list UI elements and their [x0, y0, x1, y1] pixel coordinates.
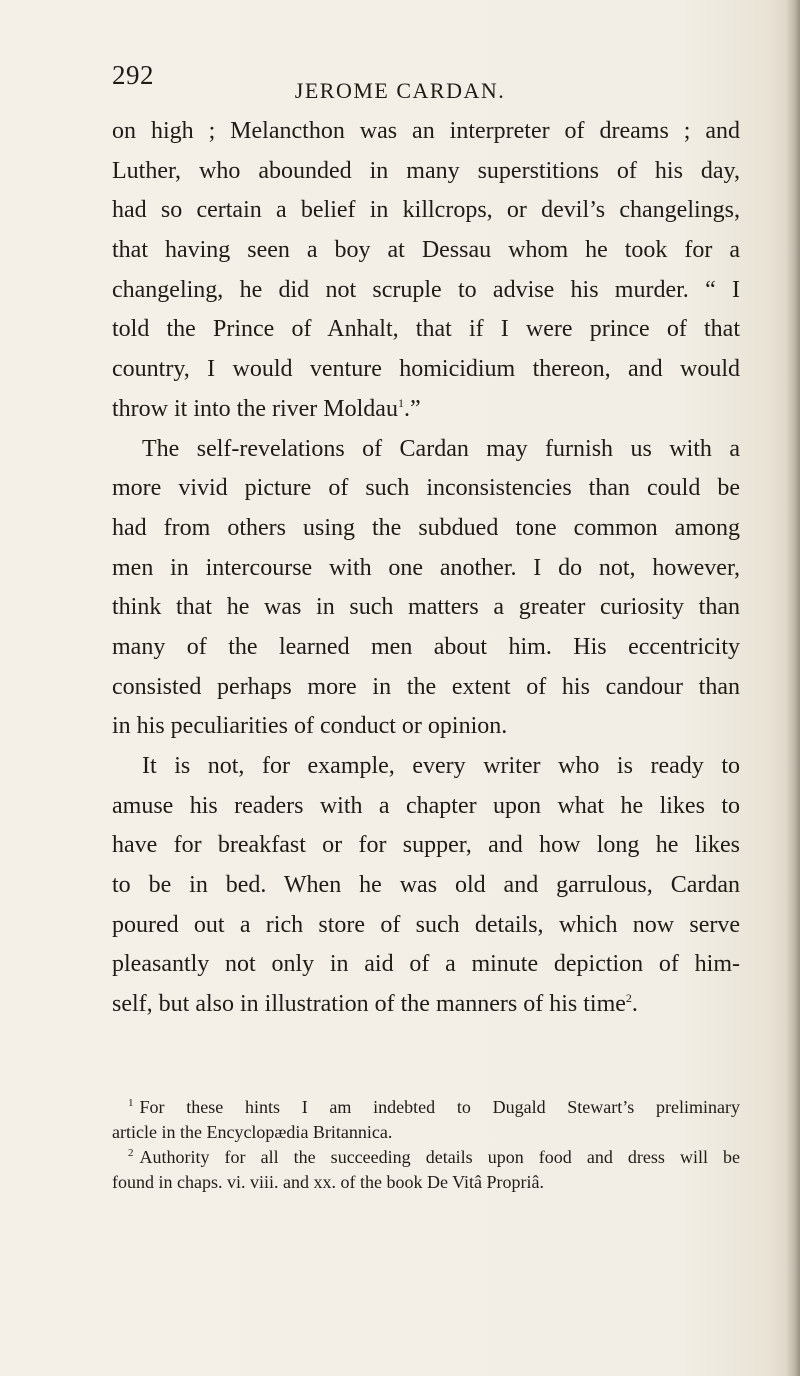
text-line: more vivid picture of such inconsistencies than could be	[112, 475, 740, 502]
quote-close: .”	[403, 395, 421, 422]
text-line: It is not, for example, every writer who is ready to	[142, 753, 740, 779]
text-line: on high ; Melancthon was an interpreter of dreams ; and	[112, 118, 740, 144]
page-number: 292	[112, 60, 154, 90]
text-line: to be in bed. When he was old and garrulous, Cardan	[112, 872, 740, 899]
text-line: changeling, he did not scruple to advise his murder. “ I	[112, 276, 740, 303]
text-line: told the Prince of Anhalt, that if I were prince of that	[112, 316, 740, 343]
period: .	[631, 991, 638, 1018]
footnote-text: Authority for all the succeeding details upon food and dress will be	[139, 1147, 740, 1167]
text-line: consisted perhaps more in the extent of his candour than	[112, 673, 740, 700]
footnote-ref-1[interactable]: 1	[397, 395, 404, 410]
footnotes	[112, 1095, 740, 1195]
footnote-ref-2[interactable]: 2	[625, 991, 632, 1006]
text-line: have for breakfast or for supper, and how long he likes	[112, 832, 740, 859]
text-line	[112, 390, 740, 430]
text-line: poured out a rich store of such details, which now serve	[112, 911, 740, 938]
footnote-1-cont: article in the Encyclopædia Britannica.	[112, 1122, 393, 1142]
text-line: in his peculiarities of conduct or opinion.	[112, 713, 508, 740]
text-line: country, I would venture homicidium thereon, and would	[112, 356, 740, 383]
text-line: amuse his readers with a chapter upon what he likes to	[112, 792, 740, 819]
text-line: pleasantly not only in aid of a minute depiction of him-	[112, 951, 740, 978]
footnote-2	[112, 1145, 740, 1170]
footnote-1	[112, 1095, 740, 1120]
text-line: that having seen a boy at Dessau whom he took for a	[112, 237, 740, 264]
text-line-content: self, but also in illustration of the manners of his time	[112, 991, 626, 1018]
footnote-mark: 2	[128, 1147, 134, 1159]
footnote-mark: 1	[128, 1097, 134, 1109]
body-text	[112, 112, 740, 1025]
running-head: JEROME CARDAN.	[294, 78, 506, 103]
text-line	[112, 985, 740, 1025]
text-line: men in intercourse with one another. I do not, however,	[112, 554, 740, 581]
text-line: think that he was in such matters a greater curiosity than	[112, 594, 740, 621]
text-line: had so certain a belief in killcrops, or devil’s changelings,	[112, 197, 740, 224]
text-line-content: throw it into the river Moldau	[112, 395, 398, 422]
text-line: The self-revelations of Cardan may furnish us with a	[142, 435, 740, 462]
text-line: Luther, who abounded in many superstitions of his day,	[112, 157, 740, 184]
footnote-2-cont: found in chaps. vi. viii. and xx. of the book De Vitâ Propriâ.	[112, 1172, 545, 1192]
text-line: many of the learned men about him. His eccentricity	[112, 633, 740, 660]
footnote-text: For these hints I am indebted to Dugald Stewart’s preliminary	[139, 1097, 740, 1117]
text-line: had from others using the subdued tone common among	[112, 514, 740, 541]
page-edge-shadow	[786, 0, 800, 1376]
